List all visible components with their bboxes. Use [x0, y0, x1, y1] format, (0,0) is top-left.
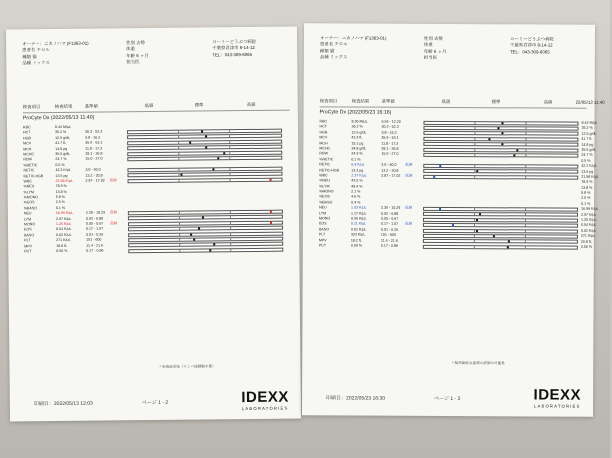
- row-value: 323 K/μL: [350, 232, 366, 237]
- previous-value: 271 K/μL: [580, 233, 596, 238]
- gauge-marker: [180, 174, 182, 176]
- breed-label: 品種: [319, 54, 329, 60]
- row-flag: 高値: [109, 178, 117, 183]
- gauge-marker: [440, 165, 442, 167]
- row-name: %LYM: [23, 189, 35, 195]
- row-reference: 0.92 - 6.88: [85, 216, 104, 221]
- doctor-label: 担当医: [126, 59, 140, 65]
- row-reference: 30.3 - 52.3: [85, 129, 103, 135]
- gauge-marker: [193, 238, 195, 240]
- idexx-logo: [241, 389, 289, 411]
- patient-label: 患者名: [22, 47, 36, 53]
- row-name: RDW: [319, 151, 328, 156]
- gauge-marker: [209, 249, 211, 251]
- previous-value: 2.5 %: [581, 196, 591, 201]
- results-table: [318, 119, 599, 250]
- row-name: RDW: [23, 157, 32, 162]
- row-value: 24.7 %: [55, 157, 67, 162]
- print-date: 印刷日：2022/05/13 12:03: [33, 400, 93, 408]
- gauge-marker: [270, 211, 272, 213]
- row-name: %RETIC: [23, 162, 38, 168]
- gauge-marker: [205, 136, 207, 138]
- col-high: 高値: [543, 99, 553, 105]
- row-name: RETIC: [319, 162, 331, 167]
- print-date: 印刷日：2022/05/23 16:30: [326, 395, 386, 402]
- species-value: 猫: [329, 48, 335, 54]
- row-name: PCT: [318, 243, 327, 248]
- results-section: [23, 101, 292, 255]
- row-reference: 151 - 600: [380, 232, 397, 237]
- row-name: NEU: [23, 211, 32, 216]
- age-label: 年齢: [126, 52, 136, 59]
- row-name: %LYM: [319, 184, 330, 189]
- row-value: 13.5 pg: [55, 173, 68, 178]
- row-name: WBC: [319, 173, 328, 178]
- gauge-marker: [506, 246, 508, 248]
- weight-label: 体重: [126, 46, 135, 52]
- col-high: 高値: [246, 101, 256, 108]
- row-name: %MONO: [319, 189, 334, 194]
- row-value: 0.05 K/μL: [350, 216, 367, 221]
- age-value: 6 ヶ月: [136, 52, 149, 58]
- age-label: 年齢: [423, 48, 433, 54]
- row-name: RBC: [319, 119, 328, 124]
- row-reference: 2.30 - 10.29: [381, 205, 401, 210]
- row-reference: 0.01 - 0.26: [380, 227, 399, 232]
- row-value: 0.11 K/μL: [350, 221, 367, 226]
- row-value: 34.8 g/dL: [351, 146, 367, 151]
- row-value: 1.17 K/μL: [351, 211, 367, 216]
- row-name: %RETIC: [319, 157, 334, 162]
- row-name: RETIC-HGB: [319, 167, 340, 172]
- previous-value: 42.2 K/μL: [581, 163, 597, 168]
- row-name: HGB: [319, 130, 328, 135]
- previous-value: 1.25 K/μL: [580, 217, 597, 222]
- row-value: 0.02 K/μL: [56, 232, 72, 237]
- previous-value: 8.44 M/μL: [581, 120, 598, 125]
- row-name: RETIC: [23, 168, 35, 173]
- report-header: [22, 39, 288, 102]
- row-reference: 9.8 - 16.2: [381, 130, 397, 135]
- col-result: 検査結果: [351, 98, 370, 104]
- row-value: 12.5 g/dL: [55, 135, 71, 140]
- row-reference: 35.9 - 53.1: [381, 135, 399, 140]
- previous-value: 0.1 %: [581, 201, 591, 206]
- row-value: 6.9 K/μL: [351, 162, 365, 167]
- row-value: 18.8 fL: [56, 243, 68, 248]
- report-header: [320, 35, 585, 96]
- row-reference: 0.17 - 0.86: [86, 248, 104, 253]
- row-reference: 2.30 - 10.29: [85, 210, 106, 215]
- row-name: MONO: [318, 216, 331, 221]
- row-reference: 35.9 - 53.1: [85, 140, 103, 145]
- patient-name: チロル: [334, 41, 348, 47]
- previous-value: 24.7 %: [581, 153, 593, 158]
- gauge-marker: [476, 230, 478, 232]
- logo-wordmark: IDEXX: [533, 386, 582, 404]
- row-name: %NEU: [319, 178, 331, 183]
- patient-name: チロル: [36, 47, 50, 53]
- gauge-marker: [516, 149, 518, 151]
- row-value: 12.6 g/dL: [351, 130, 367, 135]
- weight-label: 体重: [423, 42, 433, 48]
- row-flag: 低値: [405, 206, 413, 211]
- gauge-marker: [451, 224, 453, 226]
- row-name: %EOS: [23, 200, 35, 205]
- row-reference: 151 - 600: [86, 237, 102, 242]
- breed-value: ミックス: [32, 60, 50, 66]
- row-value: 36.2 %: [351, 124, 363, 129]
- col-low: 低値: [441, 98, 451, 105]
- row-name: NEU: [319, 205, 327, 210]
- analyzer-title: ProCyte Dx (2022/05/13 11:40): [22, 114, 95, 122]
- previous-value: 13.5 pg: [581, 169, 594, 174]
- previous-value: 41.7 fL: [581, 136, 593, 141]
- sex-value: 去勢: [433, 35, 443, 41]
- row-value: 0.1 %: [55, 205, 66, 210]
- col-normal: 標準: [491, 99, 501, 105]
- gauge-marker: [223, 152, 225, 154]
- row-value: 4.6 %: [351, 194, 361, 200]
- row-name: LYM: [23, 216, 32, 221]
- row-name: MCHC: [23, 152, 35, 157]
- gauge-marker: [479, 213, 481, 215]
- row-name: EOS: [24, 227, 32, 232]
- row-name: MCH: [319, 140, 328, 145]
- page-number: ページ 1 - 2: [141, 399, 169, 407]
- previous-value: 2.97 K/μL: [581, 212, 597, 217]
- row-name: %NEU: [23, 184, 35, 189]
- row-reference: 28.1 - 35.8: [85, 151, 103, 156]
- row-value: 0.1 %: [351, 157, 361, 162]
- gauge-marker: [213, 244, 215, 246]
- sex-label: 性別: [423, 35, 433, 41]
- patient-label: 患者名: [319, 41, 334, 47]
- analyzer-title: ProCyte Dx (2022/05/23 16:16): [319, 109, 392, 116]
- lab-report-page-left: [6, 26, 301, 421]
- row-name: %MONO: [23, 195, 39, 200]
- gauge-marker: [269, 178, 271, 180]
- row-value: 2.37 K/μL: [351, 173, 367, 178]
- row-value: 0.5 %: [55, 162, 65, 167]
- row-reference: 15.0 - 27.0: [381, 151, 399, 157]
- results-section: [318, 97, 605, 250]
- breed-label: 品種: [22, 60, 32, 66]
- sex-value: 去勢: [136, 40, 145, 46]
- row-reference: 0.05 - 0.67: [85, 221, 104, 226]
- row-reference: 15.0 - 27.0: [85, 156, 103, 162]
- col-normal: 標準: [194, 102, 204, 108]
- row-value: 0.01 K/μL: [350, 227, 367, 232]
- row-name: EOS: [318, 221, 327, 226]
- row-value: 13.8 %: [55, 189, 67, 194]
- row-flag: 高値: [109, 221, 118, 226]
- breed-value: ミックス: [329, 54, 348, 60]
- row-value: 43.3 fL: [351, 135, 363, 140]
- row-name: RETIC-HGB: [23, 173, 44, 178]
- gauge-marker: [270, 221, 272, 223]
- row-value: 14.8 pg: [55, 146, 68, 151]
- row-value: 24.9 %: [351, 151, 363, 156]
- range-gauge: [423, 245, 578, 250]
- previous-date: 22/05/13 11:40: [575, 99, 605, 105]
- gauge-marker: [433, 176, 435, 178]
- row-name: %EOS: [319, 194, 330, 199]
- row-reference: 0.17 - 1.57: [380, 222, 399, 227]
- row-reference: 28.1 - 35.8: [381, 146, 399, 151]
- row-reference: 0.05 - 0.67: [380, 216, 399, 221]
- report-note: * 末梢血塗抹（リンパ球細胞少量）: [159, 364, 216, 369]
- species-label: 種類: [22, 54, 32, 60]
- results-table: [23, 123, 291, 255]
- row-name: MCV: [319, 135, 328, 140]
- row-value: 271 K/μL: [56, 238, 71, 243]
- row-name: %BASO: [23, 206, 38, 211]
- row-name: PCT: [24, 249, 32, 254]
- col-item: 検査項目: [22, 104, 41, 110]
- row-name: MCV: [23, 141, 32, 146]
- row-name: %BASO: [319, 200, 333, 205]
- row-value: 35.2 %: [55, 130, 67, 135]
- previous-value: 0.02 K/μL: [580, 228, 597, 233]
- row-name: HCT: [23, 130, 31, 135]
- row-reference: 3.0 - 50.0: [85, 167, 101, 172]
- clinic-address: 千葉県君津市 8-14-12: [212, 45, 255, 51]
- previous-value: 35.5 g/dL: [581, 147, 597, 152]
- gauge-marker: [513, 154, 515, 156]
- column-header: [23, 101, 290, 114]
- column-header: [319, 97, 605, 108]
- lab-report-page-right: [302, 23, 605, 417]
- row-reference: 0.17 - 0.86: [380, 243, 399, 248]
- row-name: MPV: [318, 237, 327, 242]
- row-reference: 11.4 - 21.6: [380, 238, 398, 243]
- gauge-marker: [501, 133, 503, 135]
- row-reference: 13.2 - 20.8: [381, 168, 399, 173]
- clinic-name: コーミーどうぶつ病院: [509, 36, 554, 42]
- row-reference: 13.2 - 20.8: [85, 173, 103, 178]
- row-value: 2.1 %: [351, 189, 361, 194]
- row-value: 41.7 fL: [55, 141, 67, 146]
- row-value: 0.4 %: [351, 200, 361, 205]
- sex-label: 性別: [126, 40, 135, 46]
- row-value: 2.97 K/μL: [55, 216, 72, 221]
- previous-value: 14.8 pg: [581, 142, 594, 147]
- row-name: HGB: [23, 136, 31, 141]
- logo-wordmark: IDEXX: [241, 388, 289, 407]
- row-name: PLT: [24, 238, 31, 243]
- row-value: 1.03 K/μL: [351, 205, 367, 210]
- table-row: [318, 243, 593, 250]
- page-number: ページ 1 - 2: [434, 395, 461, 403]
- row-value: 5.8 %: [55, 195, 65, 200]
- row-value: 42.2 K/μL: [55, 167, 71, 173]
- row-flag: 低値: [405, 173, 413, 178]
- clinic-address: 千葉県君津市 8-14-12: [509, 42, 553, 48]
- row-value: 35.5 g/dL: [55, 151, 71, 156]
- gauge-marker: [439, 208, 441, 210]
- clinic-name: コーミーどうぶつ病院: [212, 38, 257, 45]
- previous-value: 16.99 K/μL: [581, 206, 599, 212]
- gauge-marker: [189, 141, 191, 143]
- owner-label: オーナー：: [319, 35, 342, 41]
- row-flag: 低値: [404, 222, 413, 227]
- row-value: 43.5 %: [351, 178, 363, 183]
- row-value: 0.54 K/μL: [56, 227, 72, 232]
- species-value: 猫: [32, 54, 37, 60]
- row-value: 78.9 %: [55, 184, 67, 189]
- gauge-marker: [217, 157, 219, 159]
- row-reference: 0.17 - 1.57: [86, 226, 104, 232]
- row-value: 0.50 %: [56, 248, 68, 254]
- gauge-marker: [198, 228, 200, 230]
- age-value: 6 ヶ月: [433, 48, 447, 54]
- gauge-marker: [205, 147, 207, 149]
- row-reference: 3.0 - 50.0: [381, 162, 397, 167]
- gauge-marker: [476, 219, 478, 221]
- row-reference: 6.54 - 12.20: [381, 119, 401, 124]
- previous-value: 35.2 %: [581, 126, 593, 131]
- row-value: 16.99 K/μL: [55, 211, 74, 216]
- row-reference: 11.8 - 17.3: [85, 146, 103, 151]
- row-reference: 0.92 - 6.88: [381, 211, 399, 216]
- gauge-marker: [493, 235, 495, 237]
- doctor-label: 担当医: [423, 55, 438, 61]
- owner-name: ニカノハマ (F1363-01): [44, 40, 89, 47]
- range-gauge: [128, 247, 283, 253]
- gauge-marker: [501, 122, 503, 124]
- gauge-marker: [501, 144, 503, 146]
- col-low: 低値: [144, 102, 154, 109]
- gauge-marker: [190, 233, 192, 235]
- gauge-marker: [202, 217, 204, 219]
- species-label: 種類: [319, 48, 329, 54]
- previous-value: 12.5 g/dL: [581, 131, 597, 136]
- gauge-marker: [508, 241, 510, 243]
- row-name: PLT: [318, 232, 326, 237]
- previous-value: 5.8 %: [581, 190, 591, 195]
- previous-value: 0.5 %: [581, 158, 591, 163]
- row-name: HCT: [319, 124, 327, 129]
- row-value: 49.4 %: [351, 184, 363, 189]
- row-name: LYM: [319, 210, 327, 215]
- previous-value: 78.9 %: [581, 179, 593, 185]
- row-value: 1.25 K/μL: [55, 221, 72, 227]
- logo-subtitle: LABORATORIES: [533, 403, 581, 409]
- row-name: MCHC: [319, 146, 331, 151]
- row-name: BASO: [318, 227, 329, 232]
- row-reference: 0.01 - 0.26: [86, 232, 104, 237]
- row-name: RBC: [22, 125, 31, 130]
- row-value: 0.59 %: [350, 243, 363, 248]
- col-item: 検査項目: [319, 98, 338, 104]
- previous-value: 0.54 K/μL: [580, 223, 597, 228]
- col-ref: 基準値: [381, 98, 395, 104]
- previous-value: 21.58 K/μL: [581, 174, 599, 179]
- gauge-marker: [213, 168, 215, 170]
- clinic-phone: TEL：043-309-6065: [212, 51, 253, 58]
- row-flag: 低値: [405, 162, 413, 167]
- row-value: 21.58 K/μL: [55, 178, 74, 183]
- row-value: 13.3 pg: [351, 168, 364, 173]
- row-flag: 高値: [109, 210, 118, 215]
- row-value: 2.5 %: [55, 200, 65, 205]
- row-reference: 9.8 - 16.2: [85, 135, 101, 140]
- row-value: 8.36 M/μL: [351, 119, 368, 124]
- row-reference: 11.8 - 17.3: [381, 141, 399, 146]
- report-note: * 検体網状赤血球の評価の可能性: [452, 361, 505, 366]
- row-value: 18.2 fL: [350, 238, 362, 243]
- row-value: 15.1 pg: [351, 141, 364, 146]
- row-reference: 11.4 - 21.6: [86, 243, 104, 248]
- row-value: 8.44 M/μL: [54, 124, 72, 130]
- gauge-marker: [489, 138, 491, 140]
- owner-label: オーナー：: [22, 41, 45, 47]
- clinic-phone: TEL：043-309-6065: [509, 49, 550, 55]
- idexx-logo: [533, 386, 581, 408]
- gauge-marker: [498, 127, 500, 129]
- row-name: MCH: [23, 146, 32, 151]
- gauge-marker: [201, 131, 203, 133]
- col-ref: 基準値: [84, 103, 98, 109]
- row-name: MPV: [24, 243, 33, 248]
- previous-value: 20.8 fL: [580, 239, 592, 244]
- previous-value: 0.50 %: [580, 244, 593, 249]
- col-result: 検査結果: [54, 103, 73, 110]
- gauge-marker: [476, 170, 478, 172]
- row-name: WBC: [23, 179, 32, 184]
- owner-name: ニカノハマ (F1363-01): [341, 35, 387, 41]
- previous-value: 13.8 %: [581, 185, 593, 190]
- logo-subtitle: LABORATORIES: [241, 405, 289, 412]
- row-reference: 2.87 - 17.02: [381, 173, 401, 178]
- row-name: MONO: [23, 222, 36, 227]
- row-reference: 30.3 - 52.3: [381, 125, 399, 130]
- row-name: BASO: [24, 233, 35, 238]
- row-reference: 2.87 - 17.02: [85, 178, 105, 183]
